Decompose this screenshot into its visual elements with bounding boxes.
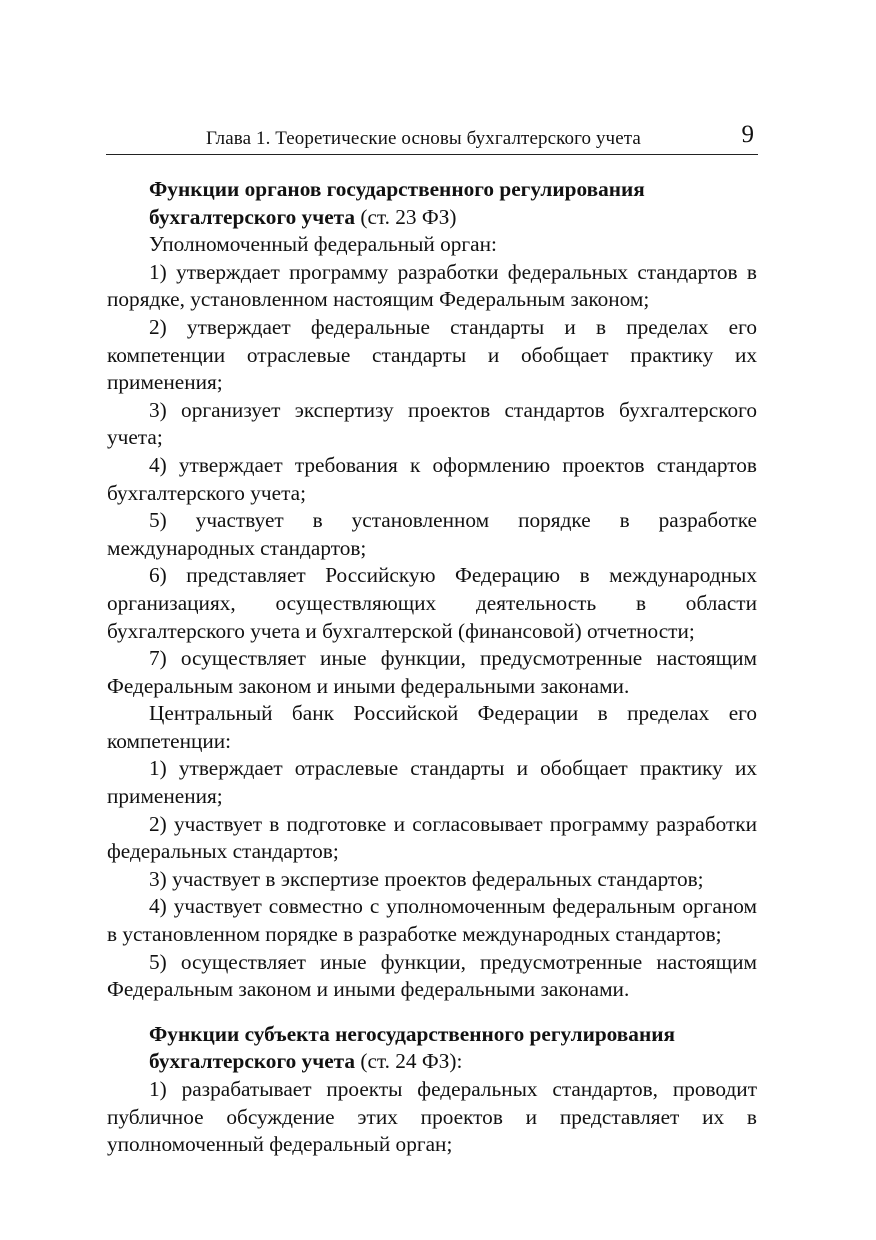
list-item: 3) участвует в экспертизе проектов федеральных стандартов; [149,866,704,891]
heading-bold-line1: Функции субъекта негосударственного регулирования [149,1021,676,1046]
heading-bold-line2: бухгалтерского учета [149,204,356,229]
list-item: 2) участвует в подготовке и согласовывает программу разработки федеральных стандартов; [107,811,757,864]
list-item: 1) утверждает программу разработки федеральных стандартов в порядке, установленном настоящим Федеральным законом; [107,259,757,312]
list-item: 2) утверждает федеральные стандарты и в пределах его компетенции отраслевые стандарты и обобщает практику их применения; [107,314,757,395]
list-item: 4) участвует совместно с уполномоченным федеральным органом в установленном порядке в разработке международных стандартов; [107,894,757,947]
section-heading-state-regulation [107,176,757,231]
chapter-title: Глава 1. Теоретические основы бухгалтерского учета [206,128,641,149]
heading-article-ref: (ст. 24 ФЗ): [355,1049,463,1074]
page-header [106,120,758,155]
list-item: 3) организует экспертизу проектов стандартов бухгалтерского учета; [107,397,757,450]
page-number: 9 [741,121,754,148]
heading-article-ref: (ст. 23 ФЗ) [355,204,457,229]
list-item: 6) представляет Российскую Федерацию в международных организациях, осуществляющих деятельность в области бухгалтерского учета и бухгалтерской (финансовой) отчетности; [107,563,757,643]
list-item: 5) осуществляет иные функции, предусмотренные настоящим Федеральным законом и иными федеральными законами. [107,949,757,1002]
section-heading-nonstate-regulation [107,1021,757,1076]
page-body [107,176,757,1159]
list-item: 4) утверждает требования к оформлению проектов стандартов бухгалтерского учета; [107,452,757,505]
list-item: 7) осуществляет иные функции, предусмотренные настоящим Федеральным законом и иными федеральными законами. [107,646,757,698]
heading-bold-line2: бухгалтерского учета [149,1049,356,1074]
list-item: 5) участвует в установленном порядке в разработке международных стандартов; [107,508,757,560]
list-item: 1) утверждает отраслевые стандарты и обобщает практику их применения; [107,756,757,809]
heading-bold-line1: Функции органов государственного регулирования [149,177,645,201]
list-item: 1) разрабатывает проекты федеральных стандартов, проводит публичное обсуждение этих проектов и представляет их в уполномоченный федеральный орган; [107,1077,757,1157]
paragraph-intro: Уполномоченный федеральный орган: [149,232,497,257]
paragraph-central-bank-intro: Центральный банк Российской Федерации в пределах его компетенции: [107,701,757,753]
